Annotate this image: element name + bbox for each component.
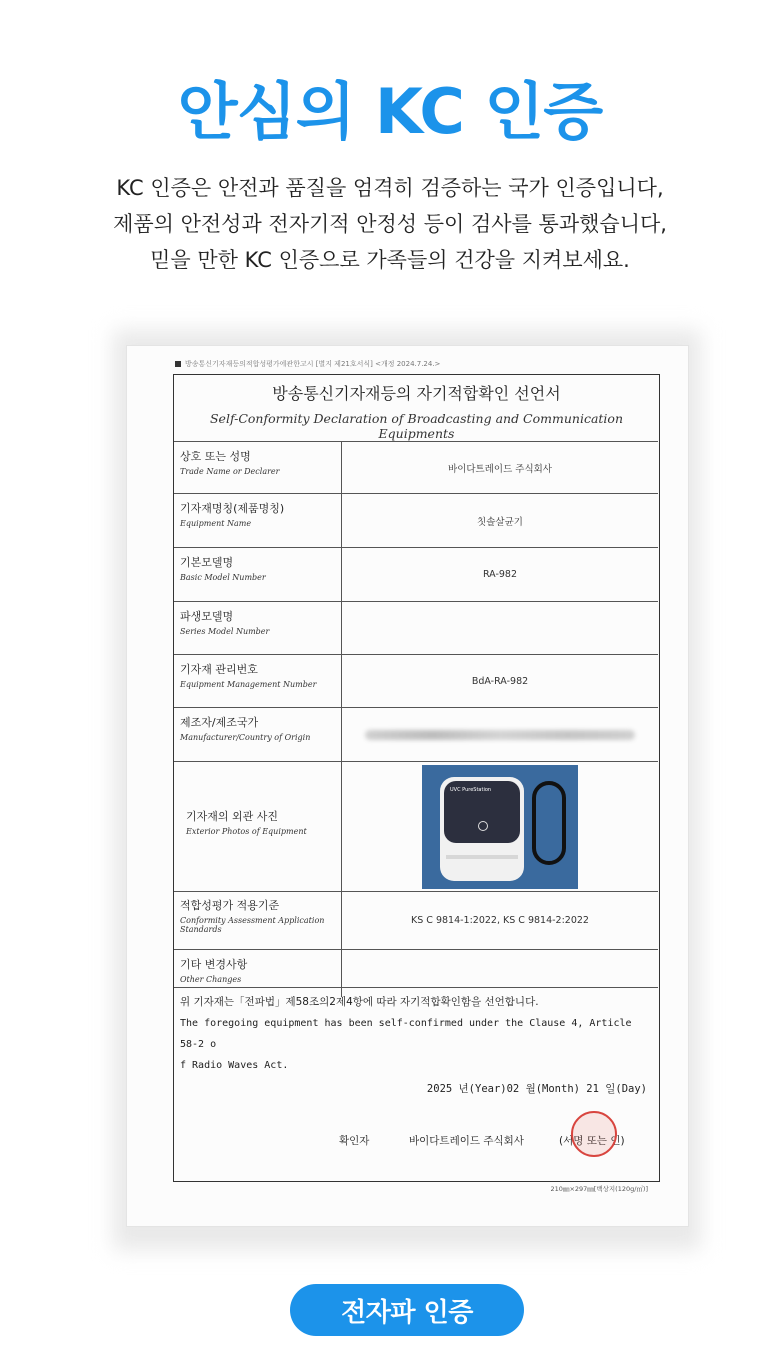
emc-certification-badge: 전자파 인증 (290, 1284, 524, 1336)
certificate-table (174, 441, 658, 997)
row-label-ko: 제조자/제조국가 (180, 716, 259, 729)
intro-line-1: KC 인증은 안전과 품질을 엄격히 검증하는 국가 인증입니다, (116, 176, 664, 200)
redacted-manufacturer (365, 730, 635, 740)
declaration-date: 2025 년(Year)02 월(Month) 21 일(Day) (426, 1083, 647, 1095)
declaration-ko: 위 기자재는「전파법」제58조의2제4항에 따라 자기적합확인함을 선언합니다. (180, 996, 539, 1008)
row-label-ko: 기타 변경사항 (180, 958, 248, 971)
row-value: 칫솔살균기 (477, 516, 523, 528)
company-seal-stamp (571, 1111, 617, 1157)
page-headline: 안심의 KC 인증 (177, 75, 603, 148)
intro-line-2: 제품의 안전성과 전자기적 안정성 등이 검사를 통과했습니다, (113, 212, 667, 236)
row-label-en: Series Model Number (180, 627, 270, 636)
row-label-ko: 기본모델명 (180, 556, 234, 569)
row-value (342, 762, 658, 891)
table-row (174, 707, 658, 761)
row-label-en: Equipment Management Number (180, 680, 317, 689)
declaration-en-2: f Radio Waves Act. (180, 1060, 289, 1071)
row-label-ko: 적합성평가 적용기준 (180, 899, 280, 912)
row-label-ko: 기자재의 외관 사진 (186, 810, 279, 823)
row-label-en: Equipment Name (180, 519, 252, 528)
intro-line-3: 믿을 만한 KC 인증으로 가족들의 건강을 지켜보세요. (150, 248, 630, 272)
row-value: KS C 9814-1:2022, KS C 9814-2:2022 (411, 915, 589, 926)
signer-company: 바이다트레이드 주식회사 (409, 1135, 524, 1147)
row-value (342, 708, 658, 761)
power-icon (478, 821, 488, 831)
row-label-en: Basic Model Number (180, 573, 266, 582)
row-value: RA-982 (482, 569, 518, 580)
intro-text (0, 170, 780, 278)
device-brand: UVC PureStation (450, 786, 492, 793)
row-label-ko: 기자재명칭(제품명칭) (180, 502, 285, 515)
row-label-ko: 파생모델명 (180, 610, 234, 623)
row-label-en: Conformity Assessment Application Standards (180, 916, 325, 934)
row-value (342, 602, 658, 654)
row-label-ko: 상호 또는 성명 (180, 450, 251, 463)
row-value: BdA-RA-982 (471, 675, 529, 687)
signer-label: 확인자 (339, 1135, 370, 1147)
row-label-ko: 기자재 관리번호 (180, 663, 258, 676)
paper-size-note: 210㎜×297㎜[백상지(120g/㎡)] (550, 1185, 648, 1193)
table-row (174, 601, 658, 654)
form-note (175, 359, 440, 369)
product-photo (422, 765, 578, 889)
certificate-title-ko: 방송통신기자재등의 자기적합확인 선언서 (272, 384, 561, 403)
table-row (174, 761, 658, 891)
sterilizer-device-image (440, 777, 524, 881)
table-row (174, 441, 658, 493)
table-row (174, 493, 658, 547)
row-label-en: Other Changes (180, 975, 242, 984)
form-note-text: 방송통신기자재등의적합성평가에관한고시 [별지 제21호서식] <개정 2024.7.24.> (185, 360, 441, 368)
signer-mark: (서명 또는 인) (559, 1135, 625, 1147)
declaration-block (174, 987, 658, 1080)
declaration-en-1: The foregoing equipment has been self-confirmed under the Clause 4, Article 58-2 o (180, 1018, 632, 1050)
table-row (174, 654, 658, 707)
table-row (174, 891, 658, 949)
certificate-frame (173, 374, 660, 1182)
table-row (174, 547, 658, 601)
row-value: 바이다트레이드 주식회사 (448, 463, 552, 475)
row-label-en: Trade Name or Declarer (180, 467, 280, 476)
row-label-en: Manufacturer/Country of Origin (180, 733, 311, 742)
certificate-title-en: Self-Conformity Declaration of Broadcasting and Communication Equipments (209, 411, 623, 441)
row-label-en: Exterior Photos of Equipment (186, 827, 307, 836)
usb-cable-image (532, 781, 566, 865)
certificate-document (126, 345, 689, 1227)
